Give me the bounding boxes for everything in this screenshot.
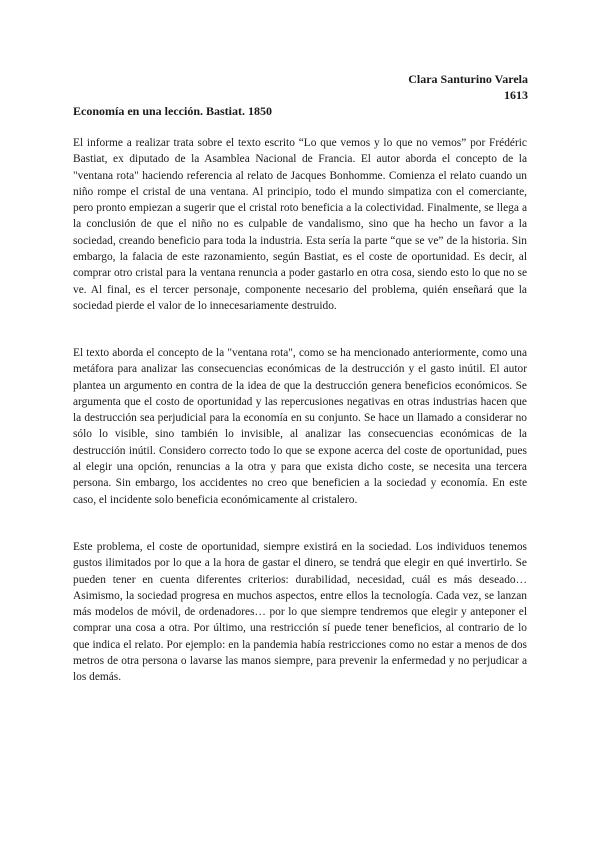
paragraph-3: Este problema, el coste de oportunidad, siempre existirá en la sociedad. Los individuos tenemos gustos ilimitados por lo que a la hora de gastar el dinero, se tendrá que elegir en qué invertirlo. Se pueden tener en cuenta diferentes criterios: durabilidad, necesidad, cuál es más deseado…Asimismo, la sociedad progresa en muchos aspectos, entre ellos la tecnología. Cada vez, se lanzan más modelos de móvil, de ordenadores… por lo que siempre tendremos que elegir y anteponer el comprar una cosa a otra. Por último, una restricción sí puede tener beneficios, al contrario de lo que indica el relato. Por ejemplo: en la pandemia había restricciones como no estar a menos de dos metros de otra persona o lavarse las manos siempre, para prevenir la enfermedad y no perjudicar a los demás. xyxy=(73,541,527,684)
paragraph-3-block xyxy=(73,539,527,686)
author-name: Clara Santurino Varela xyxy=(408,72,528,86)
paragraph-2-block xyxy=(73,345,527,508)
author-header xyxy=(408,71,528,103)
paragraph-1: El informe a realizar trata sobre el texto escrito “Lo que vemos y lo que no vemos” por Frédéric Bastiat, ex diputado de la Asamblea Nacional de Francia. El autor aborda el concepto de la "ventana rota" haciendo referencia al relato de Jacques Bonhomme. Comienza el relato cuando un niño rompe el cristal de una ventana. Al principio, todo el mundo simpatiza con el comerciante, pero pronto empiezan a sugerir que el cristal roto beneficia a la colectividad. Finalmente, se llega a la conclusión de que el niño no es culpable de vandalismo, sino que ha hecho un favor a la sociedad, creando beneficio para toda la industria. Esta sería la parte “que se ve” de la historia. Sin embargo, la falacia de este razonamiento, según Bastiat, es el coste de oportunidad. Es decir, al comprar otro cristal para la ventana renuncia a poder gastarlo en otra cosa, siendo esto lo que no se ve. Al final, es el tercer personaje, componente necesario del problema, quién enseñará que la sociedad pierde el valor de lo innecesariamente destruido. xyxy=(73,137,527,312)
paragraph-2: El texto aborda el concepto de la "ventana rota", como se ha mencionado anteriormente, como una metáfora para analizar las consecuencias económicas de la destrucción y el gasto inútil. El autor plantea un argumento en contra de la idea de que la destrucción genera beneficios económicos. Se argumenta que el costo de oportunidad y las repercusiones negativas en otras industrias hacen que la destrucción sea perjudicial para la economía en su conjunto. Se hace un llamado a considerar no sólo lo visible, sino también lo invisible, al analizar las consecuencias económicas de la destrucción inútil. Considero correcto todo lo que se expone acerca del coste de oportunidad, pues al elegir una opción, renuncias a la otra y para que exista dicho coste, se necesita una tercera persona. Sin embargo, los accidentes no creo que beneficien a la sociedad y economía. En este caso, el incidente solo beneficia económicamente al cristalero. xyxy=(73,347,527,506)
document-title: Economía en una lección. Bastiat. 1850 xyxy=(73,104,273,118)
student-code: 1613 xyxy=(504,88,528,102)
paragraph-1-block xyxy=(73,135,527,314)
